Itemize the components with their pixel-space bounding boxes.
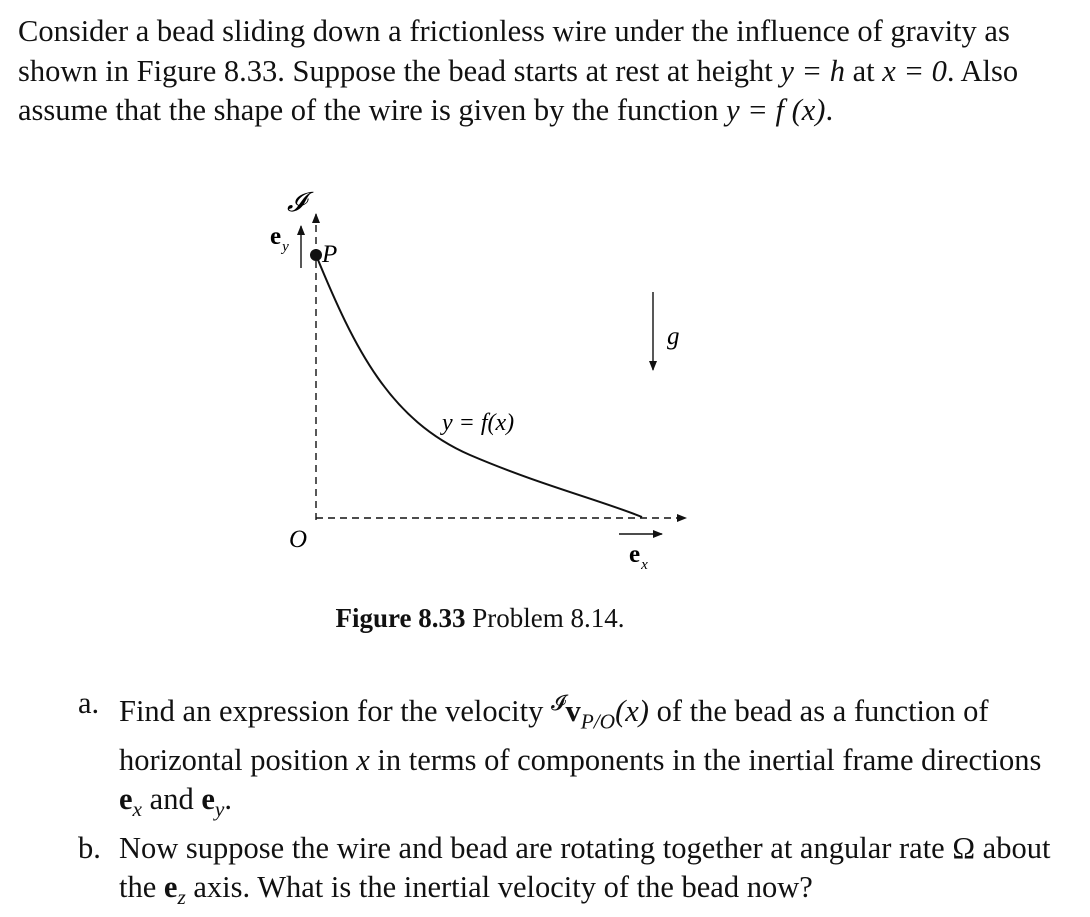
question-a-text-1: Find an expression for the velocity (119, 694, 544, 729)
eq-f-x: y = f (x) (726, 93, 826, 127)
ey-label: $e_y$ (270, 223, 289, 255)
figure-caption (0, 603, 960, 634)
var-x: x (356, 743, 370, 778)
ez-subscript: z (177, 885, 186, 910)
intro-paragraph: Consider a bead sliding down a frictionless wire under the influence of gravity as shown in Figure 8.33. Suppose the bead starts at rest at height y = h at x = 0. Also assume that the shape of the wire is given by the function y = f (x). (18, 14, 1019, 127)
question-list (78, 684, 1058, 917)
eq-x-0: x = 0 (882, 53, 947, 88)
ey-subscript: y (214, 797, 225, 822)
frame-superscript: 𝓘 (551, 691, 566, 715)
question-b-text-3: axis. What is the inertial velocity of the bead now? (193, 870, 813, 905)
question-b-text-2: about the (119, 831, 1051, 905)
question-a-text-3: in terms of components in the inertial frame directions (377, 743, 1042, 778)
question-a-and: and (149, 782, 194, 817)
curve-label: y = f(x) (442, 410, 515, 436)
ez-vector: e (163, 870, 178, 905)
question-b-text-1: Now suppose the wire and bead are rotating together at angular rate (119, 831, 945, 866)
eq-y-h: y = h (780, 53, 846, 88)
wire-curve (316, 255, 642, 517)
ex-vector: e (119, 782, 133, 817)
intro-at: at (852, 53, 875, 88)
velocity-vector: v (565, 694, 581, 729)
ex-label: $e_x$ (629, 541, 648, 573)
intro-text-2: Also assume that the shape of the wire is given by the function (18, 53, 1019, 127)
question-a-label: a. (78, 686, 100, 720)
ex-subscript: x (132, 797, 143, 822)
omega-symbol: Ω (952, 831, 976, 866)
question-b (78, 829, 1058, 917)
question-a-text-2: of the bead as a function of horizontal position (119, 694, 989, 778)
velocity-argument: (x) (615, 694, 649, 729)
question-a: a. Find an expression for the velocity $^𝓘v_{P/O}(x)$ of the bead as a function of horizontal position x in terms of components in the inertial frame directions $e_x$ and $e_y$. (78, 686, 1042, 822)
intro-text-1: Consider a bead sliding down a frictionless wire under the influence of gravity as shown in Figure 8.33. Suppose the bead starts at rest at height (18, 14, 1010, 88)
gravity-label: g (667, 323, 680, 350)
frame-label: 𝓘 (287, 187, 306, 218)
origin-label: O (289, 526, 308, 553)
caption-text: Problem 8.14. (472, 603, 625, 633)
bead-point (310, 249, 322, 261)
ey-vector: e (201, 782, 215, 817)
point-label: P (322, 241, 338, 268)
question-b-label: b. (78, 831, 101, 866)
velocity-subscript: P/O (580, 709, 616, 734)
caption-figure-number: Figure 8.33 (335, 603, 466, 633)
